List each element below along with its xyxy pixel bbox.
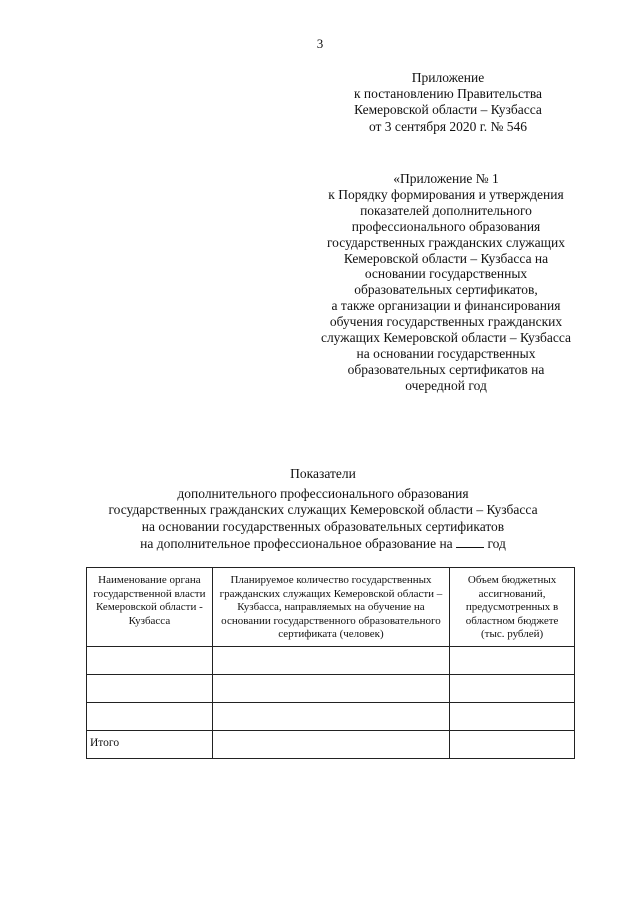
table-cell bbox=[87, 702, 213, 730]
annex-line: профессионального образования bbox=[351, 218, 541, 234]
appendix-line: Кемеровской области – Кузбасса bbox=[354, 102, 542, 118]
table-cell bbox=[212, 730, 449, 758]
title-last-prefix: на дополнительное профессиональное образование на bbox=[140, 536, 453, 551]
table-cell bbox=[212, 702, 449, 730]
annex-line: обучения государственных гражданских bbox=[329, 314, 563, 330]
table-cell bbox=[450, 646, 575, 674]
title-line: на основании государственных образовательных сертификатов bbox=[141, 518, 505, 534]
page-number: 3 bbox=[316, 36, 324, 51]
indicators-table bbox=[86, 567, 575, 759]
annex-line: образовательных сертификатов, bbox=[354, 282, 538, 298]
annex-header bbox=[300, 171, 592, 394]
annex-line: Кемеровской области – Кузбасса на bbox=[343, 250, 549, 266]
table-cell bbox=[212, 646, 449, 674]
table-total-row bbox=[87, 730, 575, 758]
table-cell bbox=[212, 674, 449, 702]
table-cell bbox=[87, 646, 213, 674]
header-planned-count: Планируемое количество государственных гражданских служащих Кемеровской области – Кузбасса, направляемых на обучение на основании государственного образовательного сертификата (человек) bbox=[212, 568, 449, 647]
table-header-row bbox=[87, 568, 575, 647]
table-row bbox=[87, 674, 575, 702]
header-budget-amount: Объем бюджетных ассигнований, предусмотренных в областном бюджете (тыс. рублей) bbox=[450, 568, 575, 647]
table-row bbox=[87, 646, 575, 674]
document-title bbox=[40, 466, 606, 553]
table-cell bbox=[450, 674, 575, 702]
annex-line: государственных гражданских служащих bbox=[326, 234, 566, 250]
table-row bbox=[87, 702, 575, 730]
table-cell bbox=[450, 702, 575, 730]
header-authority-name: Наименование органа государственной власти Кемеровской области - Кузбасса bbox=[87, 568, 213, 647]
annex-line: а также организации и финансирования bbox=[331, 298, 561, 314]
title-line: государственных гражданских служащих Кемеровской области – Кузбасса bbox=[108, 502, 538, 517]
annex-line: показателей дополнительного bbox=[360, 202, 532, 218]
appendix-line: Приложение bbox=[411, 70, 485, 85]
appendix-line: от 3 сентября 2020 г. № 546 bbox=[368, 118, 528, 134]
year-blank-field bbox=[456, 535, 484, 548]
appendix-header bbox=[330, 70, 566, 135]
annex-line: служащих Кемеровской области – Кузбасса bbox=[320, 330, 572, 346]
table-cell bbox=[450, 730, 575, 758]
title-last-suffix: год bbox=[487, 536, 506, 551]
annex-line: «Приложение № 1 bbox=[393, 171, 499, 186]
appendix-line: к постановлению Правительства bbox=[353, 86, 543, 102]
title-last-line bbox=[40, 535, 606, 553]
title-line: дополнительного профессионального образования bbox=[177, 485, 469, 501]
total-label: Итого bbox=[87, 730, 213, 758]
annex-line: на основании государственных bbox=[356, 345, 536, 361]
annex-line: очередной год bbox=[405, 377, 487, 393]
title-heading: Показатели bbox=[290, 466, 356, 481]
annex-line: образовательных сертификатов на bbox=[347, 361, 545, 377]
annex-line: к Порядку формирования и утверждения bbox=[328, 186, 564, 202]
annex-line: основании государственных bbox=[364, 266, 528, 282]
table-cell bbox=[87, 674, 213, 702]
